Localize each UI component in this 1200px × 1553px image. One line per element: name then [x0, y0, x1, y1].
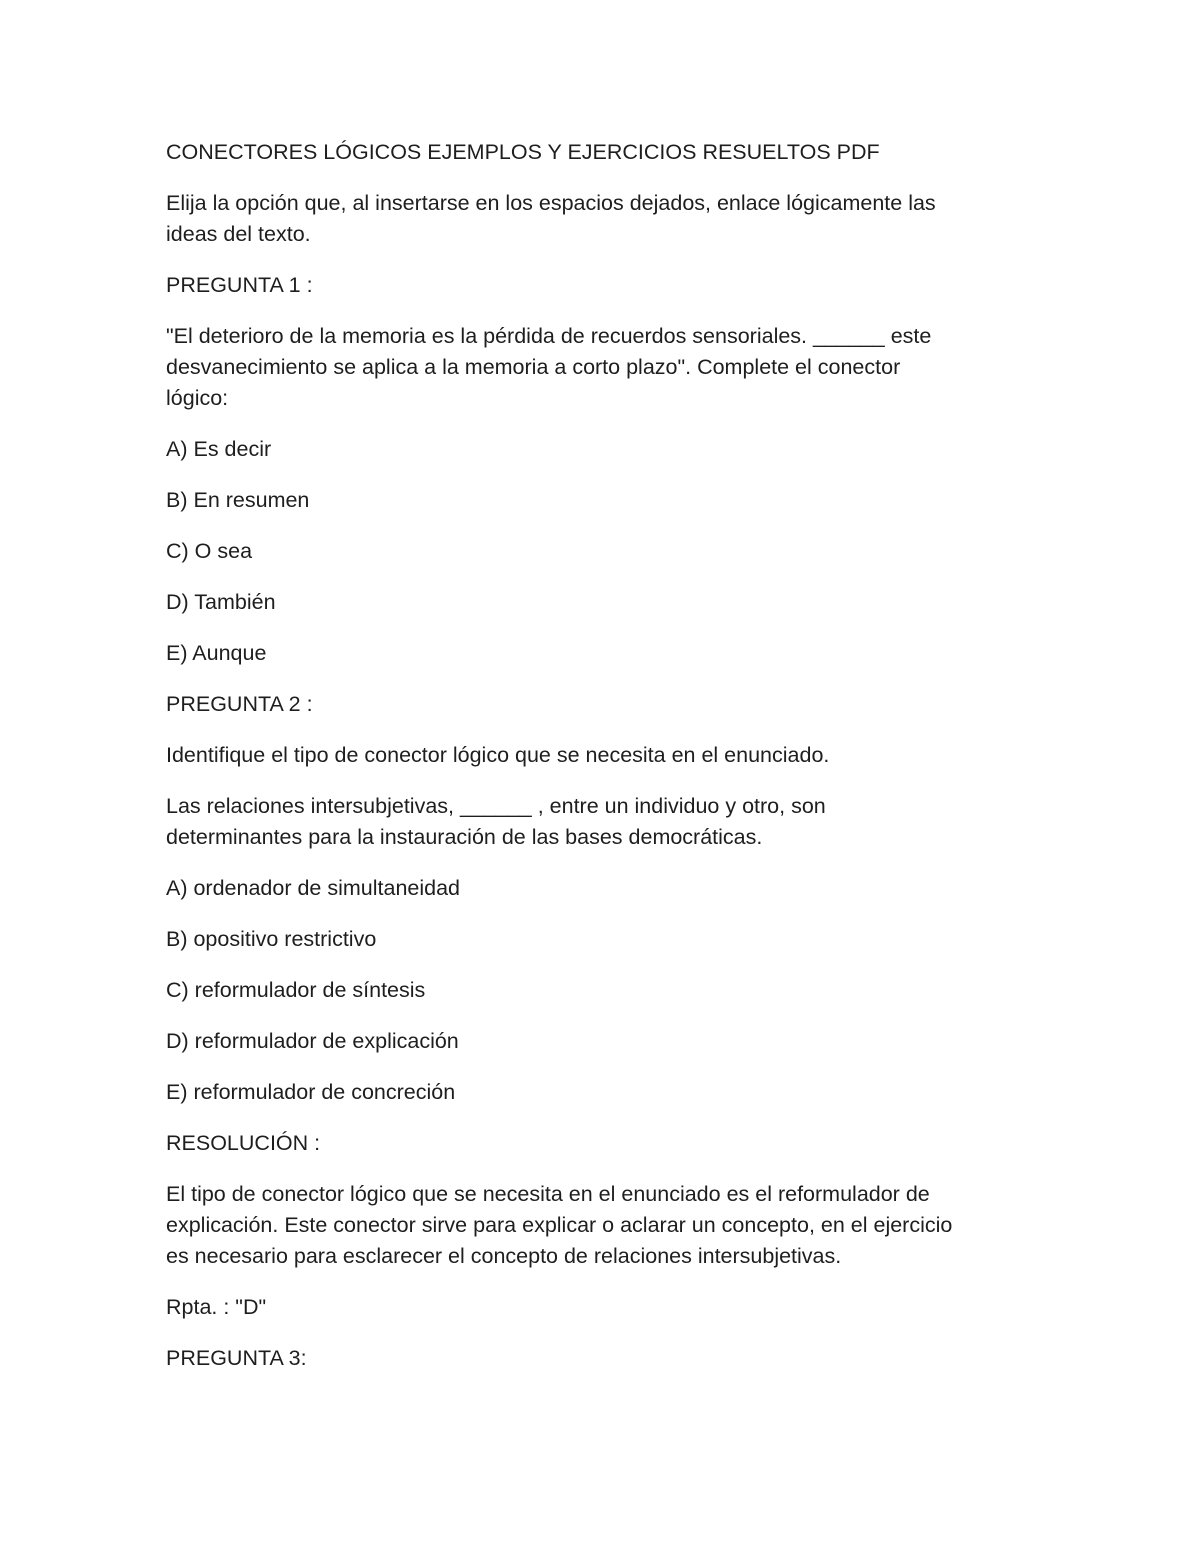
question-1-option-d: D) También [166, 590, 276, 614]
resolution-line: es necesario para esclarecer el concepto de relaciones intersubjetivas. [166, 1244, 842, 1268]
question-2-instruction: Identifique el tipo de conector lógico que se necesita en el enunciado. [166, 743, 830, 767]
document-page [166, 137, 1046, 1394]
question-2-option-e: E) reformulador de concreción [166, 1080, 456, 1104]
question-1-prompt-line: "El deterioro de la memoria es la pérdida de recuerdos sensoriales. ______ este [166, 324, 932, 348]
question-2-option-d: D) reformulador de explicación [166, 1029, 459, 1053]
document-title: CONECTORES LÓGICOS EJEMPLOS Y EJERCICIOS RESUELTOS PDF [166, 140, 880, 164]
question-1-option-a: A) Es decir [166, 437, 272, 461]
resolution-text [166, 1179, 1046, 1272]
resolution-line: El tipo de conector lógico que se necesita en el enunciado es el reformulador de [166, 1182, 930, 1206]
question-1-prompt-line: lógico: [166, 386, 229, 410]
resolution-line: explicación. Este conector sirve para explicar o aclarar un concepto, en el ejercicio [166, 1213, 953, 1237]
instructions-line: Elija la opción que, al insertarse en los espacios dejados, enlace lógicamente las [166, 191, 936, 215]
question-2-heading: PREGUNTA 2 : [166, 692, 313, 716]
question-1-option-e: E) Aunque [166, 641, 267, 665]
question-3-heading: PREGUNTA 3: [166, 1346, 307, 1370]
question-2-option-b: B) opositivo restrictivo [166, 927, 377, 951]
question-1-prompt [166, 321, 1046, 414]
question-2-option-a: A) ordenador de simultaneidad [166, 876, 461, 900]
question-1-option-b: B) En resumen [166, 488, 310, 512]
instructions [166, 188, 1046, 250]
question-1-heading: PREGUNTA 1 : [166, 273, 313, 297]
answer: Rpta. : "D" [166, 1295, 267, 1319]
question-1-option-c: C) O sea [166, 539, 253, 563]
resolution-heading: RESOLUCIÓN : [166, 1131, 321, 1155]
question-1-prompt-line: desvanecimiento se aplica a la memoria a corto plazo". Complete el conector [166, 355, 901, 379]
instructions-line: ideas del texto. [166, 222, 311, 246]
question-2-sentence-line: determinantes para la instauración de las bases democráticas. [166, 825, 763, 849]
question-2-option-c: C) reformulador de síntesis [166, 978, 426, 1002]
question-2-sentence [166, 791, 1046, 853]
question-2-sentence-line: Las relaciones intersubjetivas, ______ , entre un individuo y otro, son [166, 794, 826, 818]
